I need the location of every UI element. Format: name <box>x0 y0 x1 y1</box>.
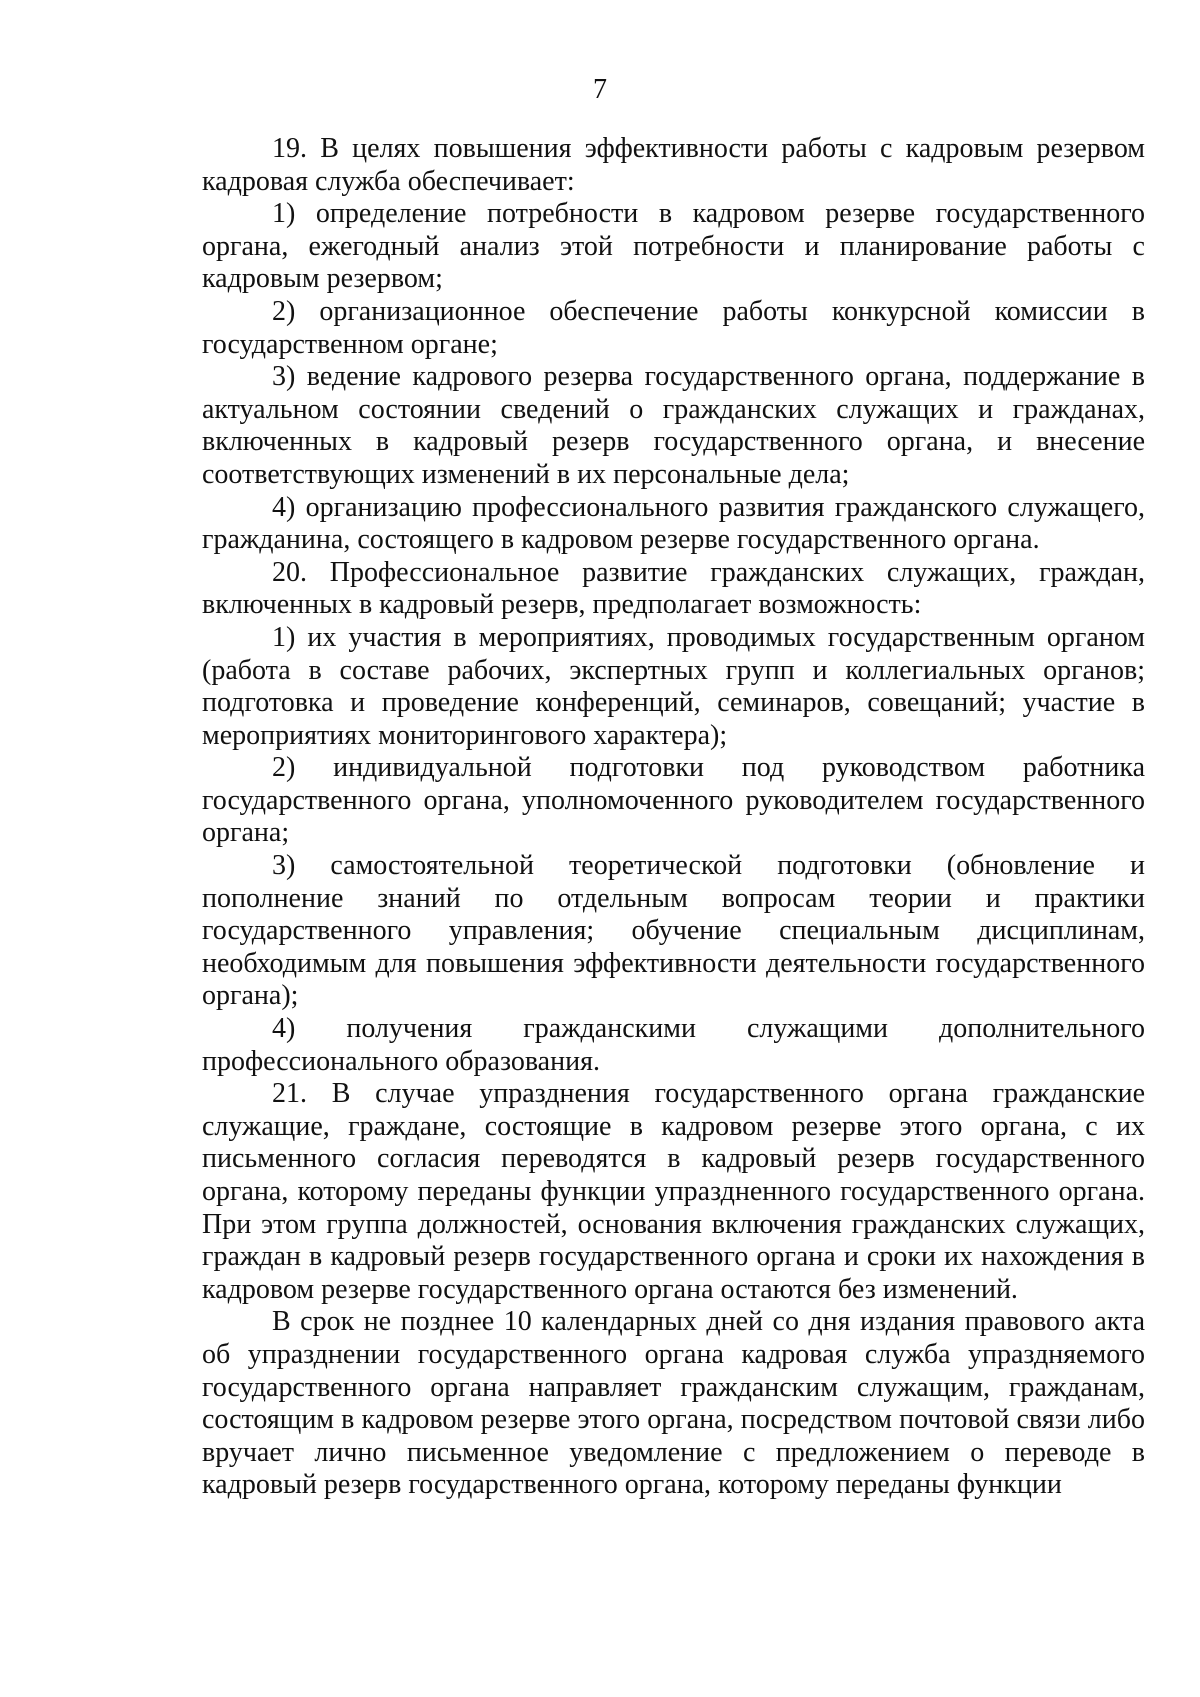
paragraph-19-item-3: 3) ведение кадрового резерва государственного органа, поддержание в актуальном состоянии сведений о гражданских служащих и гражданах, включенных в кадровый резерв государственного органа, и внесение соответствующих изменений в их персональные дела; <box>202 361 1145 490</box>
paragraph-19-item-4: 4) организацию профессионального развития гражданского служащего, гражданина, состоящего в кадровом резерве государственного органа. <box>202 491 1145 556</box>
paragraph-20-item-2: 2) индивидуальной подготовки под руководством работника государственного органа, уполномоченного руководителем государственного органа; <box>202 752 1145 849</box>
paragraph-20-item-1: 1) их участия в мероприятиях, проводимых государственным органом (работа в составе рабочих, экспертных групп и коллегиальных органов; подготовка и проведение конференций, семинаров, совещаний; участие в мероприятиях мониторингового характера); <box>202 621 1145 751</box>
document-body <box>202 133 1145 1502</box>
paragraph-19-item-1: 1) определение потребности в кадровом резерве государственного органа, ежегодный анализ этой потребности и планирование работы с кадровым резервом; <box>202 198 1145 295</box>
paragraph-19: 19. В целях повышения эффективности работы с кадровым резервом кадровая служба обеспечивает: <box>202 133 1145 197</box>
page-number: 7 <box>593 74 607 105</box>
paragraph-21: 21. В случае упразднения государственного органа гражданские служащие, граждане, состоящие в кадровом резерве этого органа, с их письменного согласия переводятся в кадровый резерв государственного органа, которому переданы функции упраздненного государственного органа. При этом группа должностей, основания включения гражданских служащих, граждан в кадровый резерв государственного органа и сроки их нахождения в кадровом резерве государственного органа остаются без изменений. <box>202 1078 1145 1305</box>
paragraph-19-item-2: 2) организационное обеспечение работы конкурсной комиссии в государственном органе; <box>202 295 1145 360</box>
paragraph-21-continued: В срок не позднее 10 календарных дней со дня издания правового акта об упразднении государственного органа кадровая служба упраздняемого государственного органа направляет гражданским служащим, гражданам, состоящим в кадровом резерве этого органа, посредством почтовой связи либо вручает лично письменное уведомление с предложением о переводе в кадровый резерв государственного органа, которому переданы функции <box>202 1306 1145 1501</box>
paragraph-20: 20. Профессиональное развитие гражданских служащих, граждан, включенных в кадровый резерв, предполагает возможность: <box>202 556 1145 621</box>
paragraph-20-item-3: 3) самостоятельной теоретической подготовки (обновление и пополнение знаний по отдельным вопросам теории и практики государственного управления; обучение специальным дисциплинам, необходимым для повышения эффективности деятельности государственного органа); <box>202 850 1145 1012</box>
paragraph-20-item-4: 4) получения гражданскими служащими дополнительного профессионального образования. <box>202 1013 1145 1077</box>
